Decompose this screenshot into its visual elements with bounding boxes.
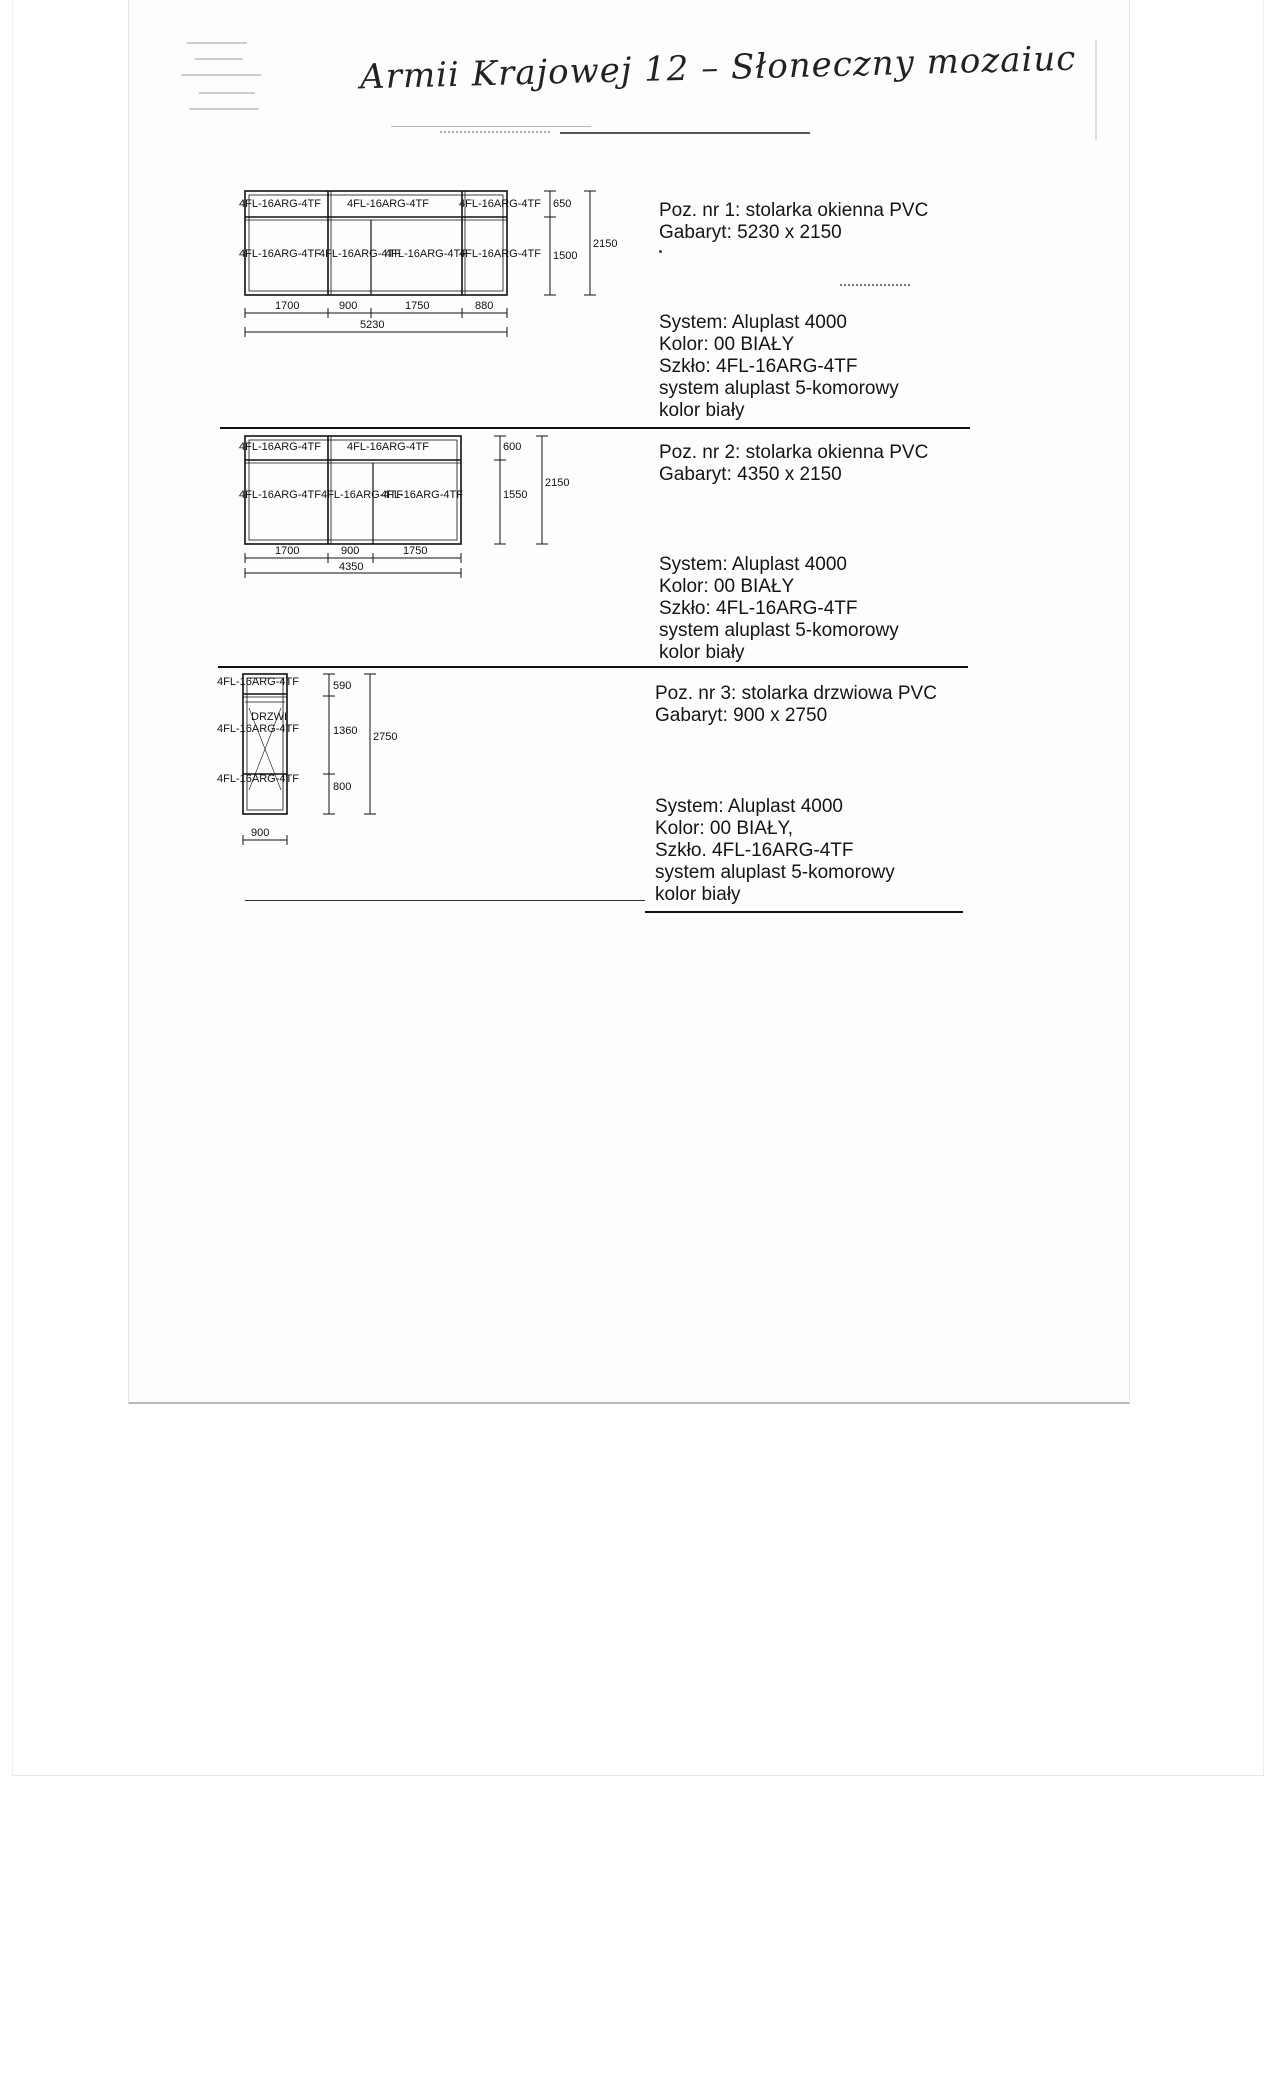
section-divider — [218, 666, 968, 668]
section-divider — [220, 427, 970, 429]
item-title: Poz. nr 1: stolarka okienna PVC — [659, 200, 929, 221]
item-note: kolor biały — [659, 642, 745, 663]
item-note: system aluplast 5-komorowy — [659, 620, 899, 641]
width-dimension: 1700 — [275, 300, 300, 312]
section-divider — [645, 911, 963, 913]
item-color: Kolor: 00 BIAŁY, — [655, 818, 794, 839]
item-2-title-block — [659, 442, 928, 486]
handwritten-title: Armii Krajowej 12 – Słoneczny mozaiuc — [359, 38, 1077, 98]
scan-noise — [187, 42, 247, 44]
item-note: kolor biały — [655, 884, 741, 905]
glass-label: 4FL-16ARG-4TF — [347, 198, 429, 210]
item-system: System: Aluplast 4000 — [655, 796, 843, 817]
total-height-dimension: 2750 — [373, 731, 398, 743]
total-width-dimension: 4350 — [339, 561, 364, 573]
total-height-dimension: 2150 — [593, 238, 618, 250]
stray-mark — [659, 250, 662, 253]
door-frame — [243, 674, 287, 814]
glass-label: 4FL-16ARG-4TF — [239, 441, 321, 453]
glass-label: 4FL-16ARG-4TF — [321, 489, 403, 501]
stray-dotted-mark — [840, 284, 910, 286]
item-2-spec-block — [659, 554, 899, 664]
item-color: Kolor: 00 BIAŁY — [659, 576, 795, 597]
height-dimension: 800 — [333, 781, 352, 793]
item-note: system aluplast 5-komorowy — [659, 378, 899, 399]
item-1-spec-block — [659, 312, 899, 422]
glass-label: 4FL-16ARG-4TF — [217, 773, 299, 785]
width-dimension: 900 — [251, 827, 270, 839]
glass-label: 4FL-16ARG-4TF — [239, 198, 321, 210]
glass-label: 4FL-16ARG-4TF — [381, 489, 463, 501]
glass-label: 4FL-16ARG-4TF — [239, 489, 321, 501]
item-3-spec-block — [655, 796, 895, 906]
glass-label: 4FL-16ARG-4TF — [385, 248, 467, 260]
item-title: Poz. nr 3: stolarka drzwiowa PVC — [655, 683, 937, 704]
scan-noise — [1095, 40, 1097, 140]
height-dimension: 600 — [503, 441, 522, 453]
glass-label: 4FL-16ARG-4TF — [217, 676, 299, 688]
scan-noise — [391, 126, 591, 127]
width-dimension: 1750 — [403, 545, 428, 557]
glass-label: 4FL-16ARG-4TF — [459, 248, 541, 260]
item-dimensions: Gabaryt: 5230 x 2150 — [659, 222, 842, 243]
item-dimensions: Gabaryt: 900 x 2750 — [655, 705, 828, 726]
window-drawing-2 — [235, 430, 595, 590]
width-dimension: 880 — [475, 300, 494, 312]
glass-label: 4FL-16ARG-4TF — [217, 723, 299, 735]
door-label: DRZWI — [251, 711, 288, 723]
total-height-dimension: 2150 — [545, 477, 570, 489]
glass-label: 4FL-16ARG-4TF — [347, 441, 429, 453]
item-1-title-block — [659, 200, 928, 244]
item-dimensions: Gabaryt: 4350 x 2150 — [659, 464, 842, 485]
glass-label: 4FL-16ARG-4TF — [319, 248, 401, 260]
width-dimension: 1750 — [405, 300, 430, 312]
total-width-dimension: 5230 — [360, 319, 385, 331]
scan-noise — [199, 92, 255, 94]
item-glass: Szkło: 4FL-16ARG-4TF — [659, 598, 858, 619]
height-dimension: 590 — [333, 680, 352, 692]
item-color: Kolor: 00 BIAŁY — [659, 334, 795, 355]
item-system: System: Aluplast 4000 — [659, 554, 847, 575]
height-dimension: 1550 — [503, 489, 528, 501]
item-system: System: Aluplast 4000 — [659, 312, 847, 333]
scan-noise — [195, 58, 243, 60]
section-divider — [245, 900, 645, 901]
width-dimension: 900 — [339, 300, 358, 312]
handwritten-underline — [560, 132, 810, 134]
scan-noise — [181, 74, 261, 76]
window-drawing-1 — [235, 185, 625, 345]
height-dimension: 1500 — [553, 250, 578, 262]
item-note: kolor biały — [659, 400, 745, 421]
item-note: system aluplast 5-komorowy — [655, 862, 895, 883]
item-glass: Szkło: 4FL-16ARG-4TF — [659, 356, 858, 377]
glass-label: 4FL-16ARG-4TF — [459, 198, 541, 210]
scan-noise — [189, 108, 259, 110]
glass-label: 4FL-16ARG-4TF — [239, 248, 321, 260]
item-3-title-block — [655, 683, 937, 727]
width-dimension: 900 — [341, 545, 360, 557]
item-title: Poz. nr 2: stolarka okienna PVC — [659, 442, 929, 463]
item-glass: Szkło. 4FL-16ARG-4TF — [655, 840, 854, 861]
height-dimension: 650 — [553, 198, 572, 210]
door-drawing-3 — [215, 670, 415, 855]
width-dimension: 1700 — [275, 545, 300, 557]
height-dimension: 1360 — [333, 725, 358, 737]
dotted-line — [440, 131, 550, 133]
